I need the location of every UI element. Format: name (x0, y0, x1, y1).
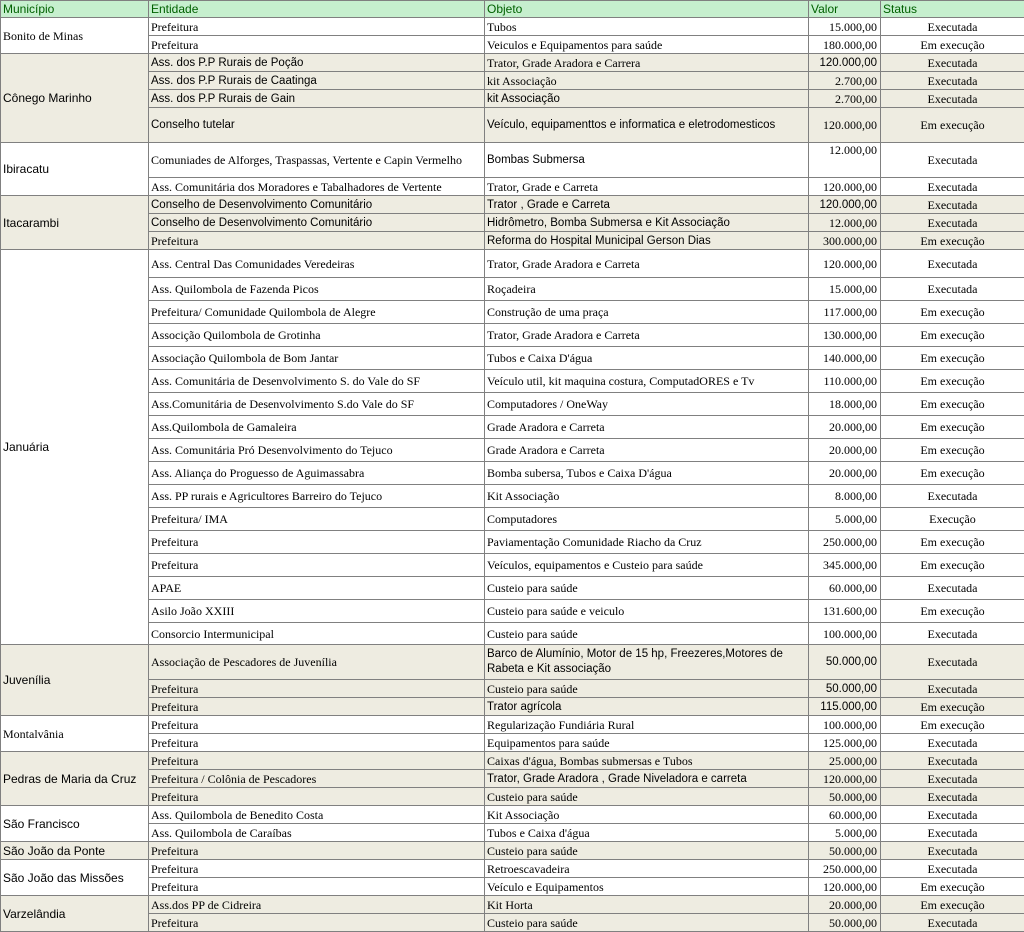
objeto-cell: Custeio para saúde (485, 914, 809, 932)
valor-cell: 2.700,00 (809, 90, 881, 108)
entidade-cell: Prefeitura/ IMA (149, 508, 485, 531)
objeto-cell: Grade Aradora e Carreta (485, 416, 809, 439)
table-row (1, 232, 1024, 250)
objeto-cell: Computadores (485, 508, 809, 531)
entidade-cell: Prefeitura (149, 554, 485, 577)
table-row (1, 90, 1024, 108)
table-row (1, 770, 1024, 788)
valor-cell: 117.000,00 (809, 301, 881, 324)
table-row (1, 462, 1024, 485)
entidade-cell: Prefeitura/ Comunidade Quilombola de Alegre (149, 301, 485, 324)
objeto-cell: Bombas Submersa (485, 143, 809, 178)
objeto-cell: Veículo, equipamenttos e informatica e eletrodomesticos (485, 108, 809, 143)
status-cell: Em execução (881, 554, 1024, 577)
entidade-cell: Ass. Comunitária Pró Desenvolvimento do Tejuco (149, 439, 485, 462)
status-cell: Executada (881, 178, 1024, 196)
valor-cell: 20.000,00 (809, 896, 881, 914)
municipio-cell: Pedras de Maria da Cruz (1, 752, 149, 806)
table-row (1, 752, 1024, 770)
municipio-cell: Juvenília (1, 645, 149, 716)
table-row (1, 278, 1024, 301)
entidade-cell: Prefeitura (149, 842, 485, 860)
table-row (1, 250, 1024, 278)
objeto-cell: Trator, Grade Aradora e Carreta (485, 324, 809, 347)
objeto-cell: Custeio para saúde (485, 842, 809, 860)
entidade-cell: Prefeitura (149, 914, 485, 932)
entidade-cell: Prefeitura (149, 878, 485, 896)
status-cell: Executada (881, 72, 1024, 90)
objeto-cell: Trator agrícola (485, 698, 809, 716)
objeto-cell: Trator , Grade e Carreta (485, 196, 809, 214)
municipio-cell: Bonito de Minas (1, 18, 149, 54)
objeto-cell: Paviamentação Comunidade Riacho da Cruz (485, 531, 809, 554)
entidade-cell: Conselho tutelar (149, 108, 485, 143)
entidade-cell: Prefeitura (149, 531, 485, 554)
status-cell: Executada (881, 645, 1024, 680)
table-row (1, 860, 1024, 878)
entidade-cell: Ass. Quilombola de Caraíbas (149, 824, 485, 842)
valor-cell: 100.000,00 (809, 623, 881, 645)
status-cell: Executada (881, 143, 1024, 178)
status-cell: Em execução (881, 716, 1024, 734)
table-row (1, 416, 1024, 439)
valor-cell: 250.000,00 (809, 531, 881, 554)
objeto-cell: Equipamentos para saúde (485, 734, 809, 752)
status-cell: Executada (881, 623, 1024, 645)
objeto-cell: Caixas d'água, Bombas submersas e Tubos (485, 752, 809, 770)
entidade-cell: Prefeitura (149, 734, 485, 752)
valor-cell: 12.000,00 (809, 143, 881, 178)
valor-cell: 120.000,00 (809, 178, 881, 196)
entidade-cell: APAE (149, 577, 485, 600)
header-row (1, 1, 1024, 18)
status-cell: Executada (881, 214, 1024, 232)
valor-cell: 60.000,00 (809, 806, 881, 824)
status-cell: Executada (881, 577, 1024, 600)
objeto-cell: Tubos (485, 18, 809, 36)
valor-cell: 120.000,00 (809, 770, 881, 788)
status-cell: Em execução (881, 439, 1024, 462)
status-cell: Executada (881, 485, 1024, 508)
valor-cell: 120.000,00 (809, 878, 881, 896)
valor-cell: 250.000,00 (809, 860, 881, 878)
status-cell: Executada (881, 734, 1024, 752)
entidade-cell: Prefeitura (149, 680, 485, 698)
municipio-cell: Januária (1, 250, 149, 645)
status-cell: Em execução (881, 324, 1024, 347)
objeto-cell: Custeio para saúde (485, 577, 809, 600)
objeto-cell: Trator, Grade Aradora e Carreta (485, 250, 809, 278)
entidade-cell: Ass.Comunitária de Desenvolvimento S.do Vale do SF (149, 393, 485, 416)
valor-cell: 125.000,00 (809, 734, 881, 752)
entidade-cell: Associação Quilombola de Bom Jantar (149, 347, 485, 370)
table-row (1, 214, 1024, 232)
objeto-cell: Computadores / OneWay (485, 393, 809, 416)
valor-cell: 12.000,00 (809, 214, 881, 232)
objeto-cell: Regularização Fundiária Rural (485, 716, 809, 734)
objeto-cell: Kit Associação (485, 806, 809, 824)
objeto-cell: Trator, Grade Aradora , Grade Niveladora e carreta (485, 770, 809, 788)
entidade-cell: Ass. dos P.P Rurais de Caatinga (149, 72, 485, 90)
table-row (1, 72, 1024, 90)
table-row (1, 18, 1024, 36)
table-row (1, 600, 1024, 623)
entidade-cell: Prefeitura (149, 788, 485, 806)
entidade-cell: Prefeitura (149, 18, 485, 36)
municipio-cell: São João das Missões (1, 860, 149, 896)
municipio-cell: Itacarambi (1, 196, 149, 250)
objeto-cell: Custeio para saúde (485, 623, 809, 645)
valor-cell: 120.000,00 (809, 54, 881, 72)
table-row (1, 896, 1024, 914)
objeto-cell: Kit Associação (485, 485, 809, 508)
table-row (1, 531, 1024, 554)
municipio-cell: São Francisco (1, 806, 149, 842)
status-cell: Em execução (881, 896, 1024, 914)
header-entidade: Entidade (149, 1, 485, 18)
table-row (1, 54, 1024, 72)
valor-cell: 5.000,00 (809, 508, 881, 531)
header-municipio: Município (1, 1, 149, 18)
objeto-cell: Grade Aradora e Carreta (485, 439, 809, 462)
entidade-cell: Associção Quilombola de Grotinha (149, 324, 485, 347)
status-cell: Executada (881, 842, 1024, 860)
status-cell: Em execução (881, 36, 1024, 54)
entidade-cell: Ass. Comunitária de Desenvolvimento S. do Vale do SF (149, 370, 485, 393)
table-row (1, 347, 1024, 370)
table-row (1, 878, 1024, 896)
status-cell: Em execução (881, 301, 1024, 324)
status-cell: Executada (881, 18, 1024, 36)
objeto-cell: kit Associação (485, 72, 809, 90)
valor-cell: 140.000,00 (809, 347, 881, 370)
valor-cell: 15.000,00 (809, 18, 881, 36)
valor-cell: 20.000,00 (809, 462, 881, 485)
status-cell: Em execução (881, 232, 1024, 250)
entidade-cell: Comuniades de Alforges, Traspassas, Vertente e Capin Vermelho (149, 143, 485, 178)
municipio-cell: Montalvânia (1, 716, 149, 752)
status-cell: Em execução (881, 531, 1024, 554)
valor-cell: 345.000,00 (809, 554, 881, 577)
valor-cell: 50.000,00 (809, 645, 881, 680)
table-body (1, 18, 1024, 932)
municipio-cell: Cônego Marinho (1, 54, 149, 143)
objeto-cell: Tubos e Caixa D'água (485, 347, 809, 370)
entidade-cell: Prefeitura (149, 752, 485, 770)
status-cell: Executada (881, 752, 1024, 770)
table-row (1, 698, 1024, 716)
status-cell: Executada (881, 914, 1024, 932)
table-row (1, 734, 1024, 752)
entidade-cell: Conselho de Desenvolvimento Comunitário (149, 196, 485, 214)
table-row (1, 645, 1024, 680)
status-cell: Em execução (881, 698, 1024, 716)
objeto-cell: Custeio para saúde (485, 680, 809, 698)
valor-cell: 180.000,00 (809, 36, 881, 54)
status-cell: Executada (881, 824, 1024, 842)
entidade-cell: Ass. dos P.P Rurais de Gain (149, 90, 485, 108)
status-cell: Executada (881, 770, 1024, 788)
table-row (1, 680, 1024, 698)
entidade-cell: Conselho de Desenvolvimento Comunitário (149, 214, 485, 232)
table-row (1, 842, 1024, 860)
valor-cell: 5.000,00 (809, 824, 881, 842)
municipio-cell: Varzelândia (1, 896, 149, 932)
status-cell: Executada (881, 860, 1024, 878)
status-cell: Em execução (881, 878, 1024, 896)
table-row (1, 623, 1024, 645)
status-cell: Em execução (881, 600, 1024, 623)
entidade-cell: Ass. Central Das Comunidades Veredeiras (149, 250, 485, 278)
objeto-cell: Custeio para saúde (485, 788, 809, 806)
status-cell: Em execução (881, 347, 1024, 370)
objeto-cell: Hidrômetro, Bomba Submersa e Kit Associação (485, 214, 809, 232)
valor-cell: 120.000,00 (809, 250, 881, 278)
valor-cell: 115.000,00 (809, 698, 881, 716)
valor-cell: 25.000,00 (809, 752, 881, 770)
entidade-cell: Ass. Quilombola de Benedito Costa (149, 806, 485, 824)
table-row (1, 36, 1024, 54)
entidade-cell: Prefeitura (149, 860, 485, 878)
valor-cell: 18.000,00 (809, 393, 881, 416)
status-cell: Executada (881, 806, 1024, 824)
entidade-cell: Prefeitura (149, 232, 485, 250)
objeto-cell: kit Associação (485, 90, 809, 108)
entidade-cell: Ass. dos P.P Rurais de Poção (149, 54, 485, 72)
header-objeto: Objeto (485, 1, 809, 18)
entidade-cell: Consorcio Intermunicipal (149, 623, 485, 645)
table-row (1, 108, 1024, 143)
objeto-cell: Retroescavadeira (485, 860, 809, 878)
valor-cell: 50.000,00 (809, 788, 881, 806)
status-cell: Em execução (881, 393, 1024, 416)
entidade-cell: Ass.Quilombola de Gamaleira (149, 416, 485, 439)
table-row (1, 716, 1024, 734)
status-cell: Executada (881, 54, 1024, 72)
entidade-cell: Prefeitura (149, 698, 485, 716)
valor-cell: 15.000,00 (809, 278, 881, 301)
header-status: Status (881, 1, 1024, 18)
table-row (1, 196, 1024, 214)
objeto-cell: Veículo e Equipamentos (485, 878, 809, 896)
valor-cell: 131.600,00 (809, 600, 881, 623)
table-row (1, 301, 1024, 324)
entidade-cell: Ass. Quilombola de Fazenda Picos (149, 278, 485, 301)
status-cell: Em execução (881, 108, 1024, 143)
status-cell: Em execução (881, 462, 1024, 485)
valor-cell: 130.000,00 (809, 324, 881, 347)
valor-cell: 120.000,00 (809, 196, 881, 214)
valor-cell: 20.000,00 (809, 439, 881, 462)
entidade-cell: Ass. Comunitária dos Moradores e Tabalhadores de Vertente (149, 178, 485, 196)
entidade-cell: Associação de Pescadores de Juvenília (149, 645, 485, 680)
objeto-cell: Roçadeira (485, 278, 809, 301)
status-cell: Executada (881, 196, 1024, 214)
valor-cell: 100.000,00 (809, 716, 881, 734)
table-row (1, 370, 1024, 393)
objeto-cell: Construção de uma praça (485, 301, 809, 324)
municipio-cell: São João da Ponte (1, 842, 149, 860)
valor-cell: 300.000,00 (809, 232, 881, 250)
valor-cell: 2.700,00 (809, 72, 881, 90)
table-row (1, 788, 1024, 806)
valor-cell: 50.000,00 (809, 842, 881, 860)
valor-cell: 110.000,00 (809, 370, 881, 393)
valor-cell: 120.000,00 (809, 108, 881, 143)
entidade-cell: Ass. Aliança do Proguesso de Aguimassabra (149, 462, 485, 485)
objeto-cell: Kit Horta (485, 896, 809, 914)
valor-cell: 50.000,00 (809, 680, 881, 698)
objeto-cell: Custeio para saúde e veiculo (485, 600, 809, 623)
entidade-cell: Prefeitura / Colônia de Pescadores (149, 770, 485, 788)
entidade-cell: Ass.dos PP de Cidreira (149, 896, 485, 914)
table-row (1, 824, 1024, 842)
header-valor: Valor (809, 1, 881, 18)
entidade-cell: Prefeitura (149, 36, 485, 54)
entidade-cell: Prefeitura (149, 716, 485, 734)
table-row (1, 485, 1024, 508)
objeto-cell: Reforma do Hospital Municipal Gerson Dias (485, 232, 809, 250)
table-row (1, 806, 1024, 824)
objeto-cell: Veículo util, kit maquina costura, ComputadORES e Tv (485, 370, 809, 393)
objeto-cell: Veículos, equipamentos e Custeio para saúde (485, 554, 809, 577)
table-row (1, 577, 1024, 600)
objeto-cell: Bomba subersa, Tubos e Caixa D'água (485, 462, 809, 485)
objeto-cell: Trator, Grade Aradora e Carrera (485, 54, 809, 72)
table-row (1, 143, 1024, 178)
table-row (1, 508, 1024, 531)
objeto-cell: Veiculos e Equipamentos para saúde (485, 36, 809, 54)
objeto-cell: Trator, Grade e Carreta (485, 178, 809, 196)
status-cell: Em execução (881, 370, 1024, 393)
objeto-cell: Barco de Alumínio, Motor de 15 hp, Freezeres,Motores de Rabeta e Kit associação (485, 645, 809, 680)
status-cell: Execução (881, 508, 1024, 531)
status-cell: Executada (881, 90, 1024, 108)
status-cell: Executada (881, 250, 1024, 278)
table-row (1, 324, 1024, 347)
table-row (1, 554, 1024, 577)
entidade-cell: Ass. PP rurais e Agricultores Barreiro do Tejuco (149, 485, 485, 508)
status-cell: Executada (881, 788, 1024, 806)
objeto-cell: Tubos e Caixa d'água (485, 824, 809, 842)
municipio-cell: Ibiracatu (1, 143, 149, 196)
valor-cell: 50.000,00 (809, 914, 881, 932)
valor-cell: 60.000,00 (809, 577, 881, 600)
table-row (1, 178, 1024, 196)
status-cell: Em execução (881, 416, 1024, 439)
valor-cell: 20.000,00 (809, 416, 881, 439)
status-cell: Executada (881, 278, 1024, 301)
status-cell: Executada (881, 680, 1024, 698)
valor-cell: 8.000,00 (809, 485, 881, 508)
entidade-cell: Asilo João XXIII (149, 600, 485, 623)
table-row (1, 439, 1024, 462)
table-row (1, 393, 1024, 416)
